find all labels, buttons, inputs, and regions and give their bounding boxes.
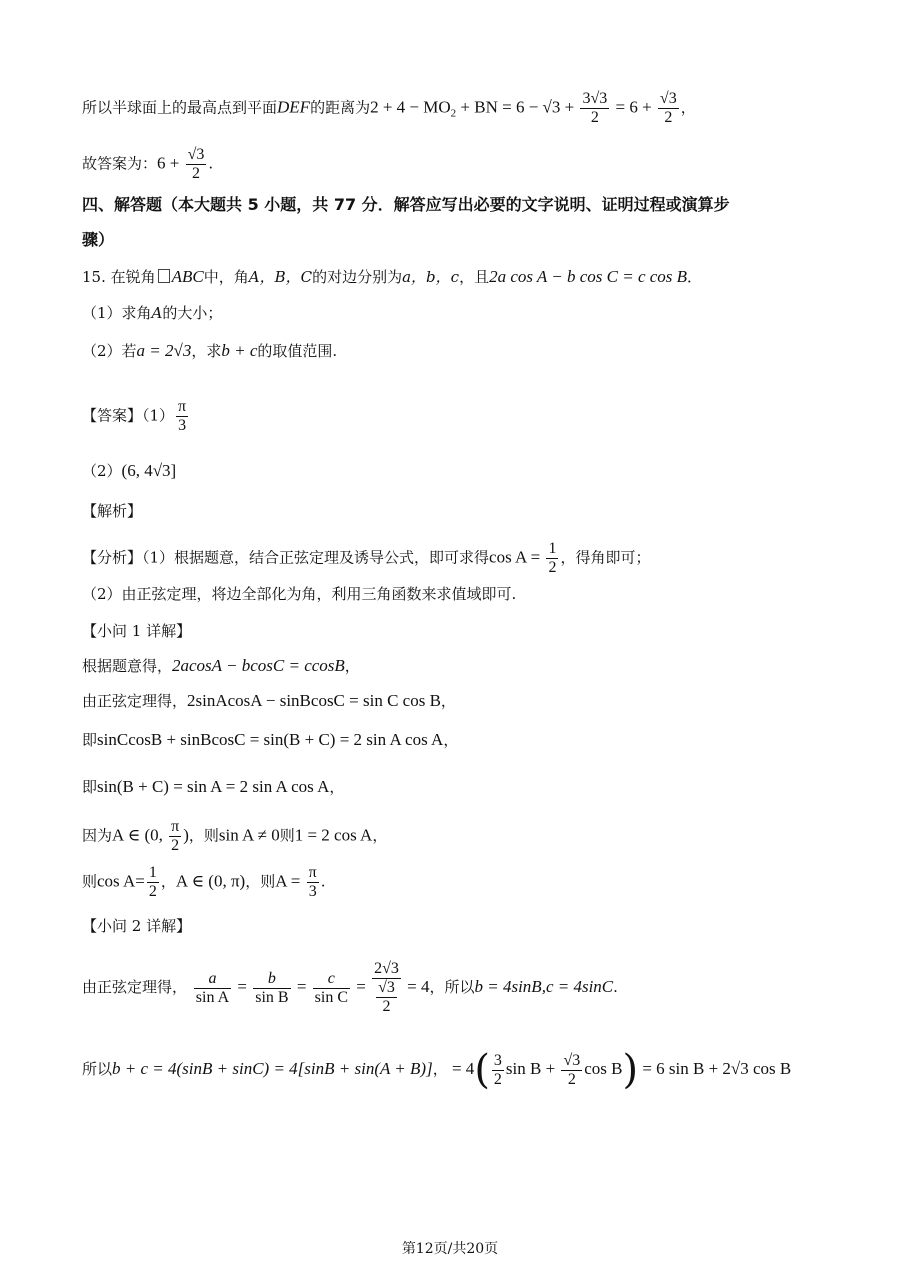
section-title-cont: 骤）: [82, 230, 115, 249]
denominator: 2: [567, 1070, 576, 1088]
sub-question-2-title: 【小问 2 详解】: [82, 917, 192, 935]
punct: .: [208, 154, 214, 173]
left-paren: (: [474, 1047, 490, 1093]
text: 则: [82, 872, 98, 891]
triangle-name: ABC: [171, 267, 204, 286]
text: 根据题意得，: [82, 657, 173, 675]
text: ，且: [459, 268, 490, 286]
text: ，: [160, 872, 176, 891]
sub-question-1-title: 【小问 1 详解】: [82, 622, 192, 640]
math-expr: ): [183, 825, 189, 845]
fraction: [169, 818, 181, 855]
fraction: [186, 146, 207, 183]
math-expr: A ∈ (0, π): [175, 871, 246, 891]
text: ，求: [191, 342, 222, 360]
punct: ，: [372, 826, 388, 845]
denominator: 2: [382, 998, 391, 1015]
math-expr: = 4: [402, 977, 430, 996]
math-expr: b + c = 4(sinB + sinC) = 4[sinB + sin(A + B)]: [112, 1059, 433, 1078]
numerator: c: [313, 970, 350, 989]
punct: ，: [344, 657, 360, 675]
text: 【分析】（1）根据题意，结合正弦定理及诱导公式，即可求得: [82, 548, 490, 567]
text: 的距离为: [310, 98, 371, 117]
text: 由正弦定理得，: [82, 978, 188, 996]
step-2: [82, 690, 456, 712]
math-expr: cos A=: [97, 871, 145, 891]
text: ，则: [188, 826, 219, 845]
denominator: 2: [548, 559, 557, 576]
analysis-2: （2）由正弦定理，将边全部化为角，利用三角函数来求值域即可.: [82, 585, 517, 603]
text: 15. 在锐角: [82, 268, 156, 286]
denominator: [372, 979, 401, 1016]
answer-1: [82, 398, 190, 435]
text: ，则: [245, 872, 276, 891]
denominator: sin B: [255, 988, 289, 1006]
numerator: √3: [563, 1051, 581, 1069]
fraction: [253, 970, 290, 1007]
numerator: b: [253, 970, 290, 989]
triangle-icon: [158, 269, 170, 283]
fraction: [194, 970, 231, 1007]
text: ，得角即可；: [560, 548, 651, 567]
step-3: [82, 729, 458, 751]
punct: ．: [687, 268, 703, 286]
math-expr: b = 4sinB,c = 4sinC: [474, 977, 614, 996]
step-6: [82, 864, 326, 901]
denominator: sin C: [314, 988, 349, 1006]
math-expr: A =: [275, 871, 305, 891]
angles: A，B，C: [248, 268, 313, 286]
math-expr: sin A ≠ 0: [218, 825, 280, 845]
answer-2: [82, 460, 176, 482]
text: 所以: [82, 1060, 113, 1078]
line-distance: [82, 90, 696, 127]
answer-label: 【答案】（1）: [82, 406, 175, 425]
text: 中，角: [203, 268, 249, 286]
text: 即: [82, 778, 98, 796]
question-15: [82, 266, 702, 288]
fraction: [492, 1052, 504, 1089]
math-expr: = 6 +: [611, 97, 656, 117]
analysis-1: [82, 540, 650, 577]
numerator: √3: [187, 146, 205, 163]
fraction: [307, 864, 319, 901]
math-expr: cos A =: [489, 547, 545, 567]
math-expr: b + c: [221, 341, 258, 360]
punct: ，: [680, 98, 696, 117]
numerator: 3: [493, 1051, 502, 1069]
numerator: a: [194, 970, 231, 989]
math-expr: sin B +: [505, 1059, 560, 1078]
step-5: [82, 818, 387, 855]
denominator: 3: [308, 883, 317, 900]
text: 的对边分别为: [312, 268, 403, 286]
fraction: [580, 90, 609, 127]
punct: ，: [443, 731, 459, 749]
angle-name: A: [151, 304, 163, 322]
numerator: π: [308, 864, 317, 881]
fraction: [561, 1052, 582, 1089]
denominator: 2: [493, 1070, 502, 1088]
fraction: [147, 864, 159, 901]
math-expr: 6 +: [157, 153, 184, 173]
denominator: 2: [192, 165, 200, 182]
math-expr: (6, 4√3]: [121, 461, 177, 480]
text: （2）若: [82, 342, 137, 360]
line-answer-summary: [82, 146, 213, 183]
plane-name: DEF: [277, 97, 311, 117]
math-expr: 2a cos A − b cos C = c cos B: [489, 267, 688, 286]
punct: .: [320, 872, 326, 891]
numerator: 1: [148, 864, 157, 881]
right-paren: ): [622, 1047, 639, 1093]
math-expr: sinCcosB + sinBcosC = sin(B + C) = 2 sin A cos A: [97, 730, 444, 749]
math-expr: cos B: [584, 1059, 623, 1078]
text: 因为: [82, 826, 113, 845]
section-title: 四、解答题（本大题共 5 小题，共 77 分．解答应写出必要的文字说明、证明过程或演算步: [82, 195, 730, 214]
math-expr: 1 = 2 cos A: [294, 825, 373, 845]
text: 的取值范围.: [257, 342, 338, 360]
question-15-part2: [82, 340, 337, 362]
step-b-plus-c: [82, 1047, 792, 1093]
punct: ，: [329, 778, 345, 796]
text: 则: [279, 826, 295, 845]
sides: a，b，c: [402, 268, 460, 286]
math-expr: A ∈ (0,: [112, 825, 168, 845]
denominator: 2: [171, 837, 180, 854]
denominator: sin A: [195, 988, 230, 1006]
denominator: 2: [590, 109, 599, 126]
math-expr: = 4: [447, 1059, 475, 1078]
numerator: 2√3: [374, 960, 399, 977]
numerator: 1: [548, 540, 557, 557]
math-expr: 2acosA − bcosC = ccosB: [172, 656, 345, 675]
math-expr: 2sinAcosA − sinBcosC = sin C cos B: [187, 691, 441, 710]
step-1: [82, 655, 360, 677]
punct: .: [613, 978, 618, 996]
numerator: √3: [659, 90, 677, 107]
compound-fraction: [372, 960, 401, 1016]
denominator: 2: [664, 109, 673, 126]
step-4: [82, 776, 344, 798]
math-expr: = 6 sin B + 2√3 cos B: [638, 1059, 792, 1078]
text: （1）求角: [82, 304, 152, 322]
fraction: [658, 90, 679, 127]
text: ，: [432, 1060, 448, 1078]
analysis-label: 【解析】: [82, 502, 143, 520]
subscript: 2: [450, 107, 457, 120]
text: 的大小；: [162, 304, 223, 322]
step-law-of-sines: 由正弦定理得， $\frac{a}{\text{sin A}}$ = $\frac{b}{\text{sin B}}$ = $\frac{c}{\text{sin C}}$ = $\frac{2√3}{\frac{√3}{2}}$ = 4，所以b = 4sinB,c = 4sinC.: [82, 960, 618, 1015]
math-expr: sin(B + C) = sin A = 2 sin A cos A: [97, 777, 330, 796]
math-expr: + BN = 6 − √3 +: [456, 97, 579, 117]
numerator: π: [171, 818, 180, 835]
text: 即: [82, 731, 98, 749]
numerator: √3: [378, 979, 395, 996]
page-number: 第12页/共20页: [401, 1241, 499, 1257]
math-expr: a = 2√3: [136, 341, 192, 360]
question-15-part1: [82, 302, 222, 324]
text: ，所以: [429, 978, 475, 996]
denominator: 3: [178, 417, 187, 434]
denominator: 2: [148, 883, 157, 900]
numerator: π: [178, 398, 187, 415]
numerator: 3√3: [582, 90, 608, 107]
fraction: [546, 540, 558, 577]
text: 由正弦定理得，: [82, 692, 188, 710]
fraction: [313, 970, 350, 1007]
text: 故答案为：: [82, 154, 158, 173]
text: 所以半球面上的最高点到平面: [82, 98, 278, 117]
fraction: [176, 398, 188, 435]
text: （2）: [82, 462, 122, 480]
punct: ，: [440, 692, 456, 710]
math-expr: 2 + 4 − MO: [370, 97, 451, 117]
